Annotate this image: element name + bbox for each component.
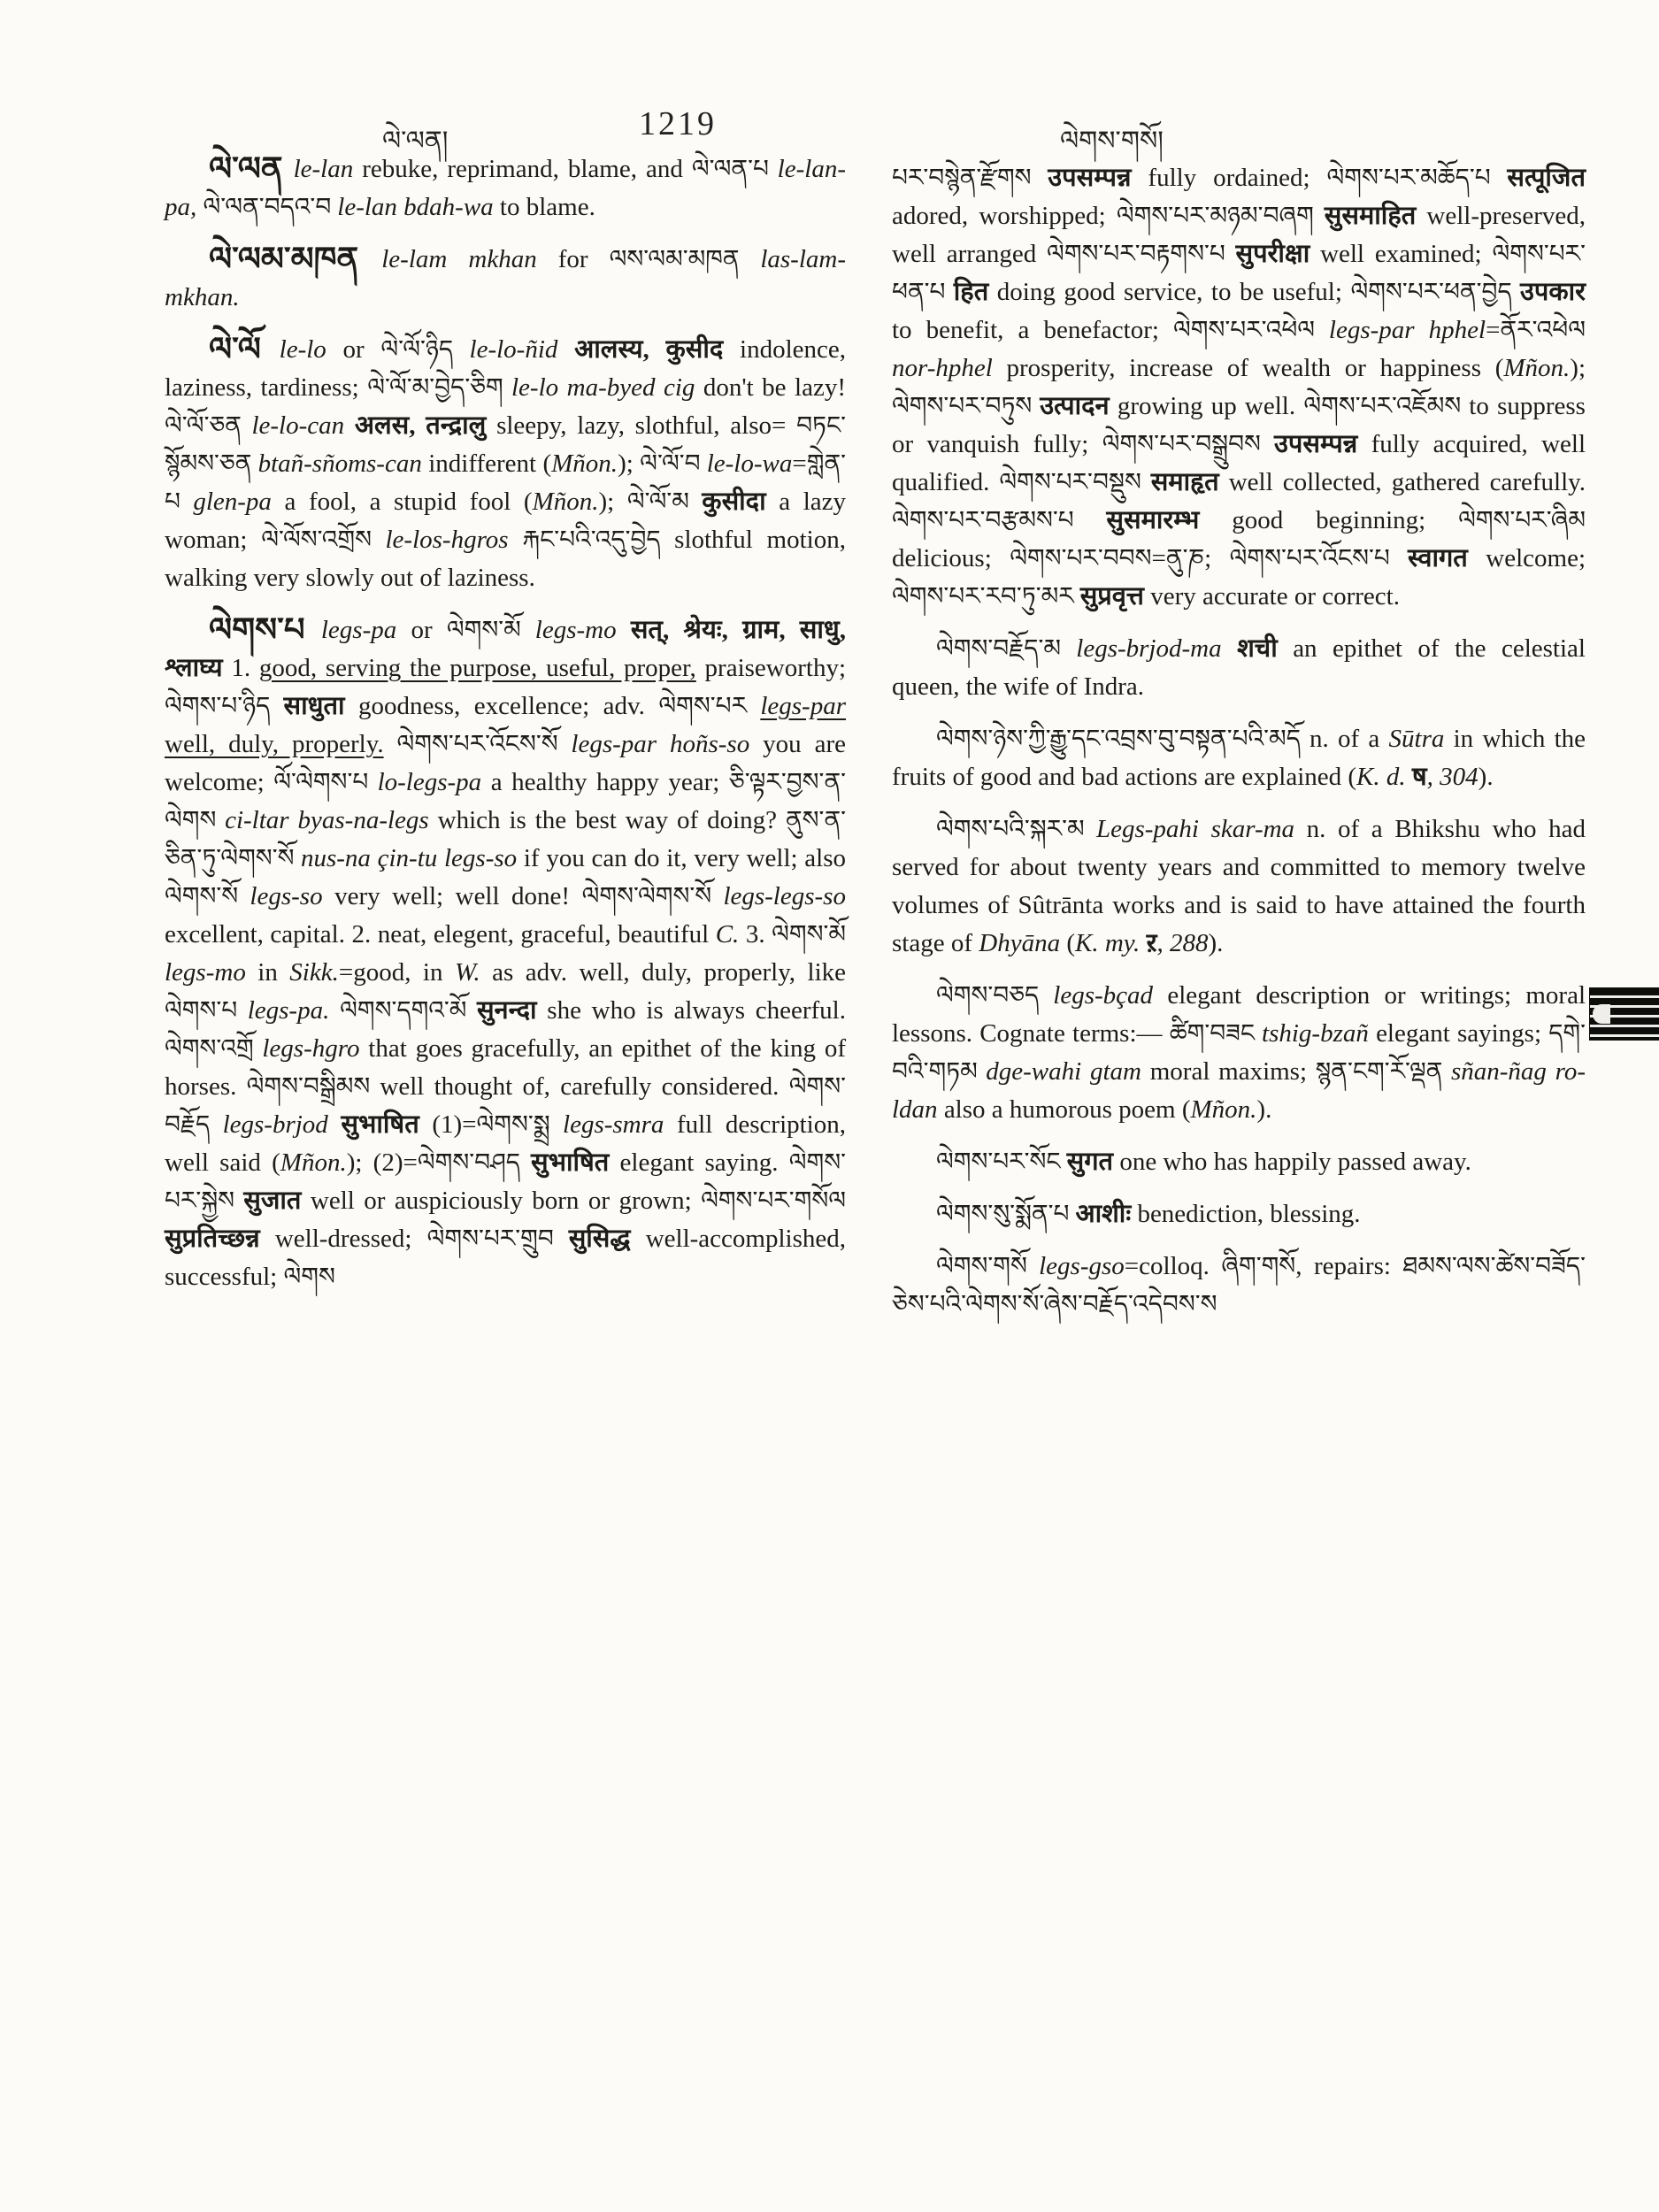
definition-text: indifferent ( [428,449,552,478]
tibetan-text: ལེགས་པར་བརྩམས་པ [892,507,1107,534]
tibetan-text: ལེགས་པར་འོངས་སོ [396,731,572,758]
transliteration: le-lo ma-byed cig [511,373,703,402]
definition-text: well or auspiciously born or grown; [310,1187,702,1215]
definition-text: ); [618,449,641,478]
definition-text: ); (2)= [346,1148,418,1177]
sanskrit-gloss: ऱ [1146,929,1157,957]
transliteration: K. my. [1075,929,1147,957]
underlined-text: well, duly, properly. [165,730,384,758]
definition-text: prosperity, increase of wealth or happiness ( [1006,354,1504,382]
tibetan-text: ལེགས་པར་འཕེལ [1173,317,1329,344]
definition-text: , repairs: [1295,1252,1403,1280]
definition-text: =colloq. [1124,1252,1222,1280]
definition-text: as adv. well, duly, properly, like [492,958,846,987]
page-number: 1219 [639,105,717,142]
tibetan-text: ལེགས་བརྗོད་མ [936,635,1077,663]
sanskrit-gloss: सुभाषित [530,1148,620,1177]
stamp-blob [1593,1004,1610,1024]
definition-text: elegant sayings; [1376,1019,1549,1048]
entry-paragraph [892,977,1586,1129]
transliteration: legs-legs-so [723,882,846,910]
definition-text: also a humorous poem ( [943,1095,1191,1124]
transliteration: le-lo [279,335,343,364]
tibetan-text: ལེགས་ཉེས་ཀྱི་རྒྱུ་དང་འབྲས་བུ་བསྟན་པའི་མདོ [936,726,1310,753]
tibetan-text: ལེགས་སྨྲ [476,1111,564,1139]
sanskrit-gloss: सुनन्दा [476,996,548,1025]
definition-text: in which the fruits of good and bad actions are explained ( [892,725,1586,791]
tibetan-text: ཞིག་གསོ [1221,1253,1296,1280]
definition-text: n. of a Bhikshu who had served for about twenty years and committed to memory twelve volumes of Sûtrānta works and is said to have attained the fourth stage of [892,815,1586,957]
transliteration: tshig-bzañ [1262,1019,1377,1048]
definition-text: rebuke, reprimand, blame, and [362,155,692,183]
sanskrit-gloss: शची [1237,634,1294,663]
transliteration: Sikk. [289,958,339,987]
transliteration: legs-par hphel [1328,316,1486,344]
sanskrit-gloss: उपसम्पन्न [1274,430,1371,458]
tibetan-text: ལེགས་པའི་སྐར་མ [936,816,1096,843]
definition-text: an epithet of the celestial queen, the wife of Indra. [892,634,1586,701]
definition-text: very accurate or correct. [1150,582,1400,611]
transliteration: Mñon. [280,1148,347,1177]
definition-text: ). [1208,929,1224,957]
tibetan-text: གླེན་པ [165,450,847,516]
tibetan-text: ལེགས་དགའ་མོ [340,997,477,1025]
definition-text: = [1151,544,1166,572]
transliteration: Mñon. [1190,1095,1257,1124]
definition-text: to blame. [499,193,595,221]
tibetan-text: བཏང་སྙོམས་ཅན [165,412,846,478]
transliteration: W. [454,958,493,987]
transliteration: las-lam-mkhan. [165,245,846,311]
entry-paragraph [165,331,846,597]
sanskrit-gloss: सुप्रवृत्त [1079,582,1151,611]
definition-text: you are welcome; [165,730,846,796]
sanskrit-gloss: सुसमारम्भ [1106,506,1233,534]
definition-text: elegant saying. [619,1148,789,1177]
tibetan-text: ལེགས་སོ [165,883,250,910]
sanskrit-gloss: अलस, तन्द्रालु [354,411,497,440]
entry-paragraph [892,810,1586,963]
definition-text: = [792,449,807,478]
definition-text: delicious; [892,544,1010,572]
transliteration: legs-hgro [262,1034,369,1063]
definition-text: well thought of, carefully considered. [380,1072,789,1101]
tibetan-text: ལེགས་པ [165,997,248,1025]
sanskrit-gloss: हित [953,278,997,306]
tibetan-text: ལེ་ལན་བདའ་བ [203,194,338,221]
entry-paragraph [892,159,1586,616]
definition-text: sleepy, lazy, slothful, also= [496,411,797,440]
tibetan-text: ལེགས་པར་རབ་ཏུ་མར [892,583,1080,611]
entry-paragraph [892,1143,1586,1181]
transliteration: lo-legs-pa [377,768,491,796]
definition-text: =good, in [338,958,455,987]
tibetan-text: ལེགས་པར་བསྡུས [999,469,1151,496]
transliteration: legs-smra [563,1110,678,1139]
transliteration: C. [715,920,746,949]
tibetan-headword: ལེ་ལན [209,151,294,188]
right-text-column [892,159,1586,1338]
tibetan-text: ལེགས་གསོ [936,1253,1040,1280]
transliteration: legs-mo [165,958,258,987]
tibetan-text: ལེ་ལོ་ཅན [165,412,252,440]
sanskrit-gloss: आलस्य, कुसीद [574,335,741,364]
tibetan-text: ལེགས་པར་བརྟགས་པ [1047,241,1236,268]
definition-text: doing good service, to be useful; [996,278,1351,306]
definition-text: ; [1204,544,1230,572]
tibetan-text: ལོ་ལེགས་པ [273,769,378,796]
transliteration: nus-na çin-tu legs-so [300,844,524,872]
tibetan-text: ལེགས་པར་འཇོམས [1303,393,1470,420]
sanskrit-gloss: सत्पूजित [1507,164,1586,192]
definition-text: to benefit, a benefactor; [892,316,1174,344]
tibetan-text: ལེ་ལོ་མ་བྱེད་ཅིག [367,374,511,402]
entry-paragraph [892,630,1586,706]
tibetan-text: དགེ་བའི་གཏམ [892,1020,1586,1086]
sanskrit-gloss: सत्, श्रेयः, ग्राम, साधु, श्लाघ्य [165,616,846,682]
transliteration: legs-bçad [1053,981,1168,1010]
sanskrit-gloss: सुप्रतिच्छन्न [165,1225,275,1253]
tibetan-text: ལེ་ལོས་འགྲོས [261,526,386,554]
tibetan-text: ལེགས་པར་ཕན་པ [892,241,1586,306]
tibetan-text: ཐམས་ལས་ཚེས་བཟོད་ཅེས་པའི་ལེགས་སོ་ཞེས་བརྗོད་འདེབས་ས [892,1253,1586,1318]
definition-text: good beginning; [1232,506,1459,534]
transliteration: le-lo-can [251,411,355,440]
tibetan-text: པར་བསྙེན་རྫོགས [892,165,1048,192]
definition-text: or [342,335,381,364]
transliteration: legs-pa [320,616,411,644]
tibetan-text: ལེགས་འགྲོ [165,1035,263,1063]
transliteration: le-los-hgros [385,526,523,554]
transliteration: legs-pa. [247,996,341,1025]
sanskrit-gloss: उत्पादन [1040,392,1118,420]
definition-text: full description, well said ( [165,1110,846,1177]
definition-text: one who has happily passed away. [1119,1148,1471,1176]
tibetan-headword: ལེ་ལམ་མཁན [209,242,382,278]
definition-text: 1. [231,654,259,682]
tibetan-text: ལེགས་པར་མཉམ་བཞག [1116,203,1325,230]
entry-paragraph [165,150,846,227]
definition-text: ); [1570,354,1586,382]
tibetan-text: ལེགས་པར་འོངས་པ [1229,545,1409,572]
definition-text: = [1486,316,1501,344]
definition-text: fully ordained; [1148,164,1327,192]
transliteration: , 304 [1426,763,1479,791]
definition-text: for [557,245,610,273]
entry-paragraph [892,1248,1586,1324]
definition-text: well-preserved, well arranged [892,202,1586,268]
tibetan-text: ལེགས་སུ་སྨོན་པ [936,1201,1076,1228]
transliteration: le-lam mkhan [381,245,558,273]
definition-text: if you can do it, very well; also [523,844,846,872]
transliteration: , 288 [1156,929,1209,957]
transliteration: legs-par hoñs-so [571,730,764,758]
definition-text: a healthy happy year; [490,768,729,796]
transliteration: sñan-ñag ro-ldan [892,1057,1586,1124]
tibetan-text: ལེ་ལོ་མ [626,488,703,516]
tibetan-text: ལེགས་པར་མཆོད་པ [1326,165,1508,192]
transliteration: Legs-pahi skar-ma [1095,815,1307,843]
definition-text: adored, worshipped; [892,202,1117,230]
definition-text: welcome; [1486,544,1586,572]
transliteration: dge-wahi gtam [986,1057,1150,1086]
sanskrit-gloss: कुसीदा [702,488,780,516]
transliteration: legs-brjod-ma [1076,634,1238,663]
tibetan-text: ལེགས་པར་གྲུབ [426,1225,569,1253]
transliteration: Dhyāna [979,929,1067,957]
definition-text: ( [1066,929,1075,957]
transliteration: Mñon. [532,488,599,516]
sanskrit-gloss: साधुता [283,692,359,720]
transliteration: le-lan [293,155,363,183]
transliteration: Mñon. [1503,354,1571,382]
sanskrit-gloss: सुगत [1066,1148,1120,1176]
definition-text: n. of a [1309,725,1389,753]
tibetan-text: ལེགས་མོ [446,617,535,644]
definition-text: indolence, laziness, tardiness; [165,335,846,402]
margin-stamp-artifact [1589,987,1659,1041]
sanskrit-gloss: ष [1411,763,1427,791]
tibetan-text: ལེགས་བསྒྲིམས [246,1073,380,1101]
sanskrit-gloss: उपसम्पन्न [1048,164,1148,192]
tibetan-text: ཚིག་བཟང [1169,1020,1263,1048]
tibetan-text: ལེགས་པར་སྐྱེས [165,1149,846,1215]
tibetan-text: ལེགས་བཅད [936,982,1054,1010]
underlined-transliteration: legs-par [760,692,846,720]
tibetan-headword: ལེགས་པ [209,612,321,649]
sanskrit-gloss: सुपरीक्षा [1235,240,1321,268]
definition-text: moral maxims; [1149,1057,1316,1086]
tibetan-text: ལེགས་པར་སོང [936,1148,1067,1176]
definition-text: well-dressed; [274,1225,427,1253]
tibetan-text: ལེགས་པར་གསོལ [701,1187,846,1215]
transliteration: nor-hphel [892,354,1007,382]
tibetan-text: ལེགས་པར་བབས [1010,545,1152,572]
running-head-left-keyword: ལེ་ལན། [382,127,449,156]
definition-text: slothful motion, walking very slowly out of laziness. [165,526,846,592]
definition-text: don't be lazy! [703,373,846,402]
left-text-column [165,150,846,1310]
tibetan-text: ལེགས་བཤད [417,1149,531,1177]
sanskrit-gloss: सुजात [243,1187,311,1215]
tibetan-text: ལེགས་མོ [772,921,847,949]
definition-text: ); [598,488,627,516]
definition-text: a fool, a stupid fool ( [284,488,533,516]
definition-text: well examined; [1320,240,1493,268]
transliteration: Sūtra [1388,725,1454,753]
definition-text: praiseworthy; [695,654,846,682]
transliteration: legs-so [250,882,335,910]
definition-text: to suppress or vanquish fully; [892,392,1586,458]
tibetan-text: ནུ་ཎ [1165,545,1205,572]
tibetan-text: ནུས་ན་ཅིན་ཏུ་ལེགས་སོ [165,807,846,872]
entry-paragraph [165,241,846,317]
sanskrit-gloss: स्वागत [1408,544,1486,572]
definition-text: ). [1478,763,1494,791]
definition-text: (1)= [432,1110,477,1139]
transliteration: glen-pa [193,488,285,516]
definition-text: which is the best way of doing? [437,806,786,834]
definition-text: fully acquired, well qualified. [892,430,1586,496]
sanskrit-gloss: उपकार [1520,278,1586,306]
entry-paragraph [165,611,846,1296]
entry-paragraph [892,1195,1586,1233]
transliteration: le-lo-wa [706,449,793,478]
tibetan-text: ལེ་ལོ་བ [640,450,707,478]
tibetan-text: ལེགས་ལེགས་སོ [581,883,724,910]
tibetan-text: ལེགས་པར་བསྒྲུབས [1102,431,1274,458]
tibetan-text: ཅི་ལྟར་བྱས་ན་ལེགས [165,769,846,834]
transliteration: legs-brjod [222,1110,342,1139]
sanskrit-gloss: सुभाषित [341,1110,433,1139]
transliteration: legs-gso [1039,1252,1125,1280]
tibetan-text: ལེགས་པ་ཉིད [165,693,284,720]
definition-text: that goes gracefully, an epithet of the king of horses. [165,1034,846,1101]
definition-text: a lazy woman; [165,488,847,554]
sanskrit-gloss: सुसिद्ध [568,1225,646,1253]
tibetan-text: ལེགས་བརྗོད [165,1073,846,1139]
tibetan-text: རྐང་པའི་འདུ་བྱེད [522,526,675,554]
tibetan-text: ལེ་ལན་པ [691,156,778,183]
sanskrit-gloss: सुसमाहित [1324,202,1427,230]
tibetan-text: ལེགས་པར [658,693,761,720]
sanskrit-gloss: समाहृत [1150,468,1229,496]
underlined-text: good, serving the purpose, useful, proper, [258,654,696,682]
transliteration: K. d. [1356,763,1412,791]
transliteration: Mñon. [551,449,618,478]
definition-text: goodness, excellence; adv. [358,692,659,720]
transliteration: btañ-sñoms-can [257,449,429,478]
definition-text: well collected, gathered carefully. [1228,468,1586,496]
definition-text: in [257,958,290,987]
transliteration: le-lan-pa, [165,155,846,221]
transliteration: legs-mo [534,616,631,644]
definition-text: benediction, blessing. [1137,1200,1361,1228]
transliteration: le-lo-ñid [469,335,575,364]
definition-text: growing up well. [1117,392,1304,420]
tibetan-text: སྙན་ངག་རོ་ལྡན [1315,1058,1451,1086]
transliteration: ci-ltar byas-na-legs [225,806,438,834]
definition-text: she who is always cheerful. [547,996,846,1025]
definition-text: 3. [745,920,772,949]
tibetan-text: ལེགས་པར་ཕན་བྱེད [1350,279,1520,306]
definition-text: well-accomplished, successful; [165,1225,846,1291]
definition-text: elegant description or writings; moral lessons. Cognate terms:— [892,981,1586,1048]
tibetan-text: ལས་ལམ་མཁན [609,246,761,273]
tibetan-headword: ལེ་ལོ [209,332,280,368]
running-head-right-keyword: ལེགས་གསོ། [1060,127,1164,156]
entry-paragraph [892,720,1586,796]
tibetan-text: ནོར་འཕེལ [1500,317,1586,344]
definition-text: ). [1256,1095,1272,1124]
definition-text: very well; well done! [334,882,582,910]
transliteration: le-lan bdah-wa [337,193,500,221]
tibetan-text: ལེགས [283,1263,335,1291]
tibetan-text: ལེགས་པར་ཞིམ [1458,507,1586,534]
definition-text: or [411,616,447,644]
sanskrit-gloss: आशीः [1075,1200,1138,1228]
tibetan-text: ལེགས་པར་བཏུས [892,393,1041,420]
definition-text [384,730,397,758]
definition-text: excellent, capital. 2. neat, elegent, graceful, beautiful [165,920,716,949]
tibetan-text: ལེ་ལོ་ཉིད [380,336,470,364]
